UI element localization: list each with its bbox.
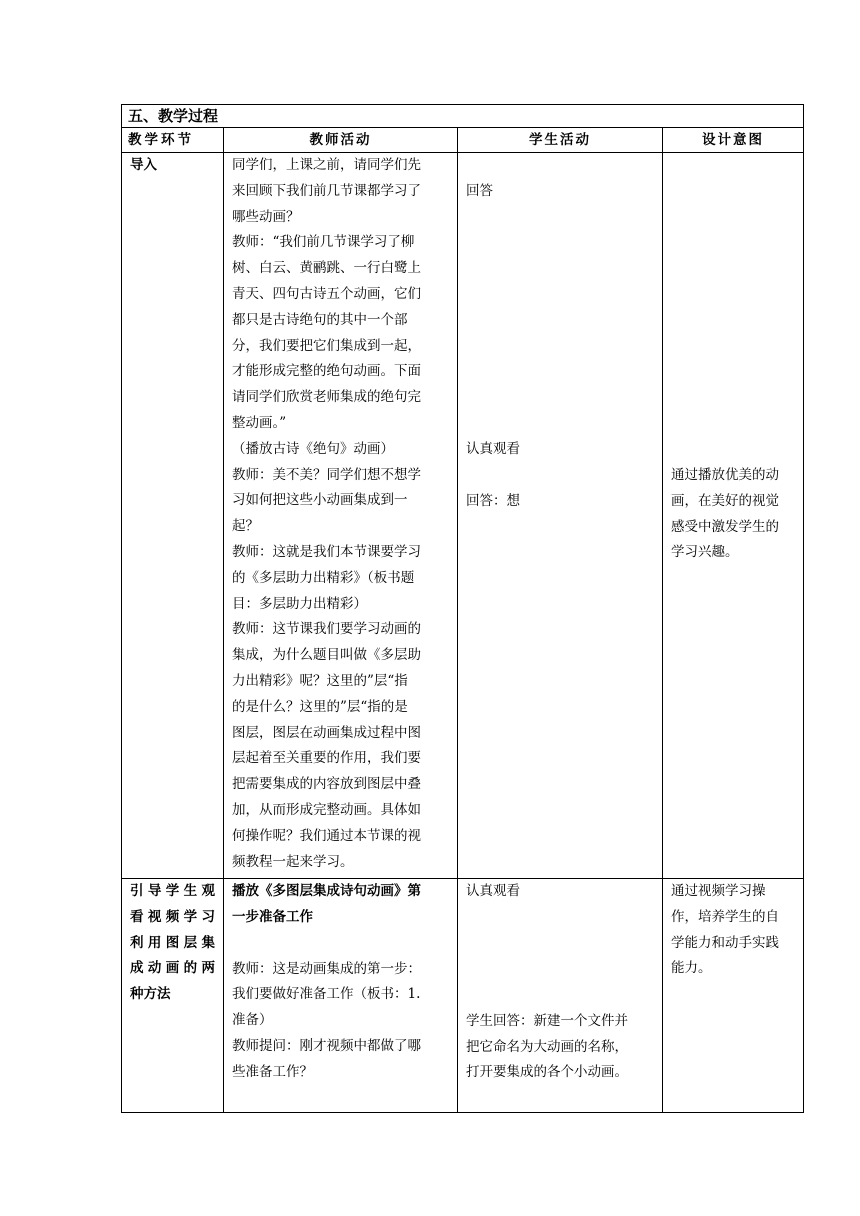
stage-cell bbox=[122, 153, 224, 879]
teacher-line: 整动画。” bbox=[232, 414, 287, 431]
header-intent: 设计意图 bbox=[663, 128, 804, 153]
teacher-line: 目：多层助力出精彩） bbox=[232, 595, 367, 612]
student-line: 认真观看 bbox=[466, 440, 520, 457]
teacher-cell bbox=[224, 153, 458, 879]
intent-line: 感受中激发学生的 bbox=[671, 518, 779, 535]
teacher-line: 教师：这是动画集成的第一步： bbox=[232, 960, 421, 977]
teacher-line: 准备） bbox=[232, 1012, 273, 1029]
intent-cell bbox=[663, 879, 804, 1113]
teacher-bold-line: 一步准备工作 bbox=[232, 908, 313, 925]
intent-line: 学能力和动手实践 bbox=[671, 934, 779, 951]
teacher-line: 来回顾下我们前几节课都学习了 bbox=[232, 182, 421, 199]
teacher-line: 教师：这节课我们要学习动画的 bbox=[232, 621, 421, 638]
stage-text: 导入 bbox=[130, 157, 157, 173]
teacher-line: 树、白云、黄鹂跳、一行白鹭上 bbox=[232, 260, 421, 277]
student-line: 把它命名为大动画的名称， bbox=[466, 1038, 628, 1055]
teacher-line: 的《多层助力出精彩》（板书题 bbox=[232, 569, 415, 586]
intent-line: 学习兴趣。 bbox=[671, 544, 739, 561]
teacher-line: 些准备工作？ bbox=[232, 1063, 313, 1080]
teacher-cell bbox=[224, 879, 458, 1113]
teacher-line: 图层，图层在动画集成过程中图 bbox=[232, 724, 421, 741]
student-line: 回答 bbox=[466, 183, 493, 199]
teaching-process-table bbox=[121, 104, 804, 1113]
teacher-line: 起？ bbox=[232, 518, 259, 535]
header-stage: 教学环节 bbox=[122, 128, 224, 153]
teacher-line: 我们要做好准备工作（板书：1. bbox=[232, 986, 421, 1003]
teacher-line: 分，我们要把它们集成到一起， bbox=[232, 337, 421, 354]
stage-line: 利用图层集 bbox=[130, 934, 215, 951]
stage-cell bbox=[122, 879, 224, 1113]
teacher-line: 把需要集成的内容放到图层中叠 bbox=[232, 776, 421, 793]
table-row bbox=[122, 879, 804, 1113]
intent-line: 能力。 bbox=[671, 960, 712, 977]
teacher-line: 力出精彩》呢？这里的”层“指 bbox=[232, 672, 408, 689]
student-line: 打开要集成的各个小动画。 bbox=[466, 1064, 628, 1081]
student-line: 认真观看 bbox=[466, 883, 520, 899]
teacher-line: 的是什么？这里的”层“指的是 bbox=[232, 698, 408, 715]
intent-line: 通过视频学习操 bbox=[671, 883, 766, 899]
stage-line: 引导学生观 bbox=[130, 883, 215, 899]
teacher-line: 习如何把这些小动画集成到一 bbox=[232, 492, 408, 509]
student-cell bbox=[458, 153, 663, 879]
teacher-line: 何操作呢？我们通过本节课的视 bbox=[232, 827, 421, 844]
student-cell bbox=[458, 879, 663, 1113]
teacher-line: 才能形成完整的绝句动画。下面 bbox=[232, 363, 421, 380]
stage-line: 成动画的两 bbox=[130, 960, 215, 977]
teacher-line: 哪些动画？ bbox=[232, 208, 300, 225]
teacher-line: 同学们，上课之前，请同学们先 bbox=[232, 157, 421, 173]
intent-cell bbox=[663, 153, 804, 879]
header-student: 学生活动 bbox=[458, 128, 663, 153]
teacher-line: 教师：美不美？同学们想不想学 bbox=[232, 466, 421, 483]
teacher-line: 青天、四句古诗五个动画，它们 bbox=[232, 285, 421, 302]
teacher-line: 都只是古诗绝句的其中一个部 bbox=[232, 311, 408, 328]
teacher-line: 加，从而形成完整动画。具体如 bbox=[232, 801, 421, 818]
section-title: 五、教学过程 bbox=[122, 105, 804, 128]
stage-line: 种方法 bbox=[130, 986, 171, 1003]
teacher-line: 层起着至关重要的作用，我们要 bbox=[232, 750, 421, 767]
table-row bbox=[122, 153, 804, 879]
intent-line: 作，培养学生的自 bbox=[671, 908, 779, 925]
teacher-line: 集成，为什么题目叫做《多层助 bbox=[232, 647, 421, 664]
student-line: 学生回答：新建一个文件并 bbox=[466, 1012, 628, 1029]
intent-line: 画，在美好的视觉 bbox=[671, 492, 779, 509]
teacher-line: 频教程一起来学习。 bbox=[232, 853, 354, 870]
student-line: 回答：想 bbox=[466, 492, 520, 509]
teacher-line: 教师：这就是我们本节课要学习 bbox=[232, 543, 421, 560]
teacher-line: 请同学们欣赏老师集成的绝句完 bbox=[232, 389, 421, 406]
teacher-line: 教师：“我们前几节课学习了柳 bbox=[232, 234, 415, 251]
teacher-line: 教师提问：刚才视频中都做了哪 bbox=[232, 1037, 421, 1054]
stage-line: 看视频学习 bbox=[130, 908, 215, 925]
teacher-line: （播放古诗《绝句》动画） bbox=[232, 440, 394, 457]
intent-line: 通过播放优美的动 bbox=[671, 467, 779, 483]
header-teacher: 教师活动 bbox=[224, 128, 458, 153]
teacher-bold-line: 播放《多图层集成诗句动画》第 bbox=[232, 883, 421, 899]
